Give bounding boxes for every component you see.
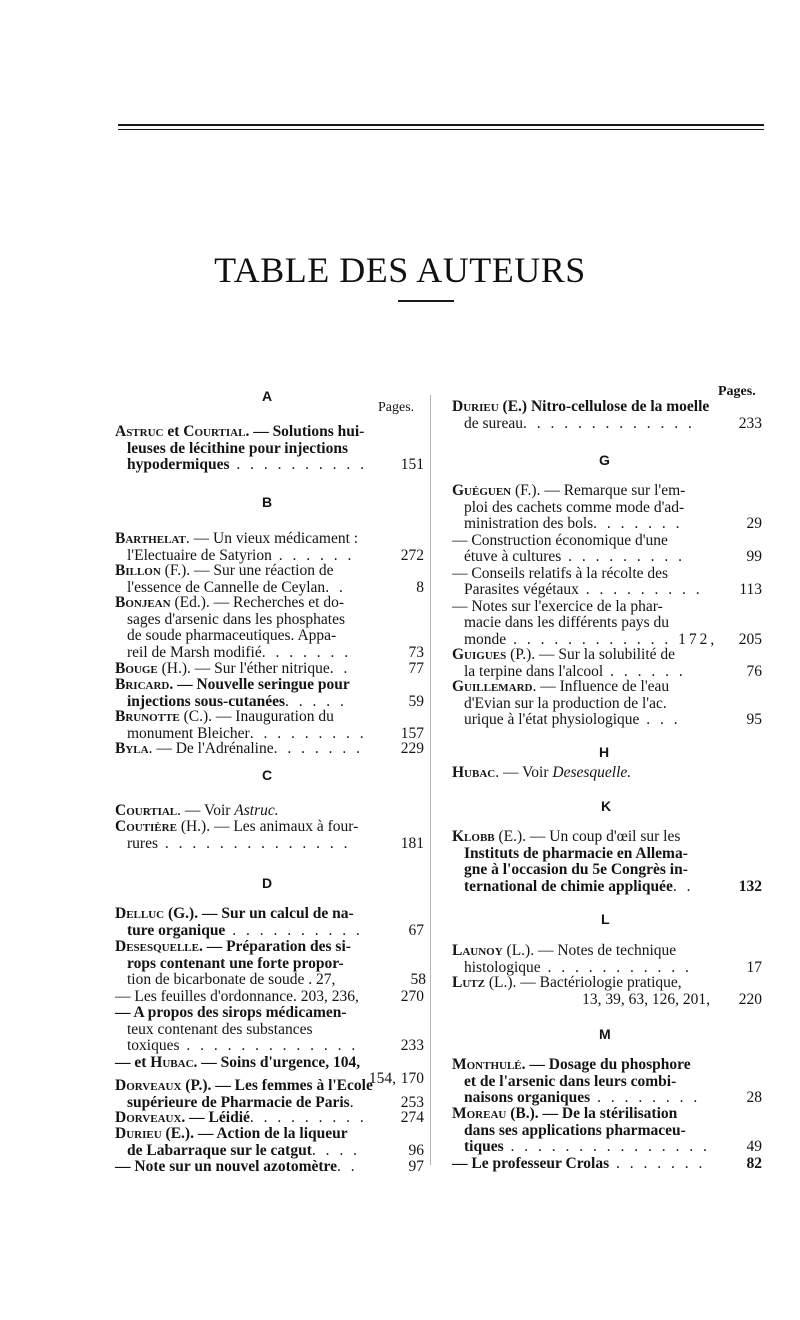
section-letter-k: K: [601, 798, 612, 814]
entry-launoy: Launoy (L.). — Notes de technique histologique . . . . . . . . . . . 17: [452, 942, 762, 976]
entry-bonjean: Bonjean (Ed.). — Recherches et do- sages d'arsenic dans les phosphates de soude pharmaceutiques. Appa- reil de Marsh modifié. . . . . . . 73: [115, 594, 424, 661]
title-underline: [398, 300, 454, 302]
entry-moreau: Moreau (B.). — De la stérilisation dans ses applications pharmaceu- tiques . . . . . . . . . . . . . . . 49 — Le professeur Crolas . . . . . . . 82: [452, 1105, 762, 1172]
page-title: TABLE DES AUTEURS: [214, 250, 586, 291]
entry-barthelat: Barthelat. — Un vieux médicament : l'Electuaire de Satyrion . . . . . . 272: [115, 530, 424, 564]
entry-bricard: Bricard. — Nouvelle seringue pour injections sous-cutanées. . . . . 59: [115, 676, 424, 710]
entry-billon: Billon (F.). — Sur une réaction de l'essence de Cannelle de Ceylan. . 8: [115, 562, 424, 596]
section-letter-g: G: [599, 452, 610, 468]
column-divider: [430, 395, 431, 1165]
entry-klobb: Klobb (E.). — Un coup d'œil sur les Instituts de pharmacie en Allema- gne à l'occasion du 5e Congrès in- ternational de chimie appliquée. . 132: [452, 828, 762, 895]
entry-guigues: Guigues (P.). — Sur la solubilité de la terpine dans l'alcool . . . . . . 76: [452, 646, 762, 680]
top-rule-upper: [118, 124, 764, 126]
section-letter-c: C: [262, 767, 273, 783]
entry-durieu-2: Durieu (E.) Nitro-cellulose de la moelle de sureau. . . . . . . . . . . . . 233: [452, 398, 762, 432]
entry-guillemard: Guillemard. — Influence de l'eau d'Evian sur la production de l'ac. urique à l'état physiologique . . . 95: [452, 678, 762, 728]
section-letter-b: B: [262, 494, 273, 510]
entry-byla: Byla. — De l'Adrénaline. . . . . . . 229: [115, 740, 424, 757]
section-letter-l: L: [601, 911, 610, 927]
entry-desesquelle: Desesquelle. — Préparation des si- rops contenant une forte propor- tion de bicarbonate de soude . 27, 58 — Les feuilles d'ordonnance. 203, 236, 270 — A propos des sirops médicamen- teux contenant des substances toxiques . . . . . . . . . . . . . 233 — et Hubac. — Soins d'urgence, 104, 154, 170: [115, 938, 426, 1087]
entry-lutz: Lutz (L.). — Bactériologie pratique, 13, 39, 63, 126, 201, 220: [452, 974, 762, 1008]
top-rule-lower: [118, 129, 764, 130]
entry-brunotte: Brunotte (C.). — Inauguration du monument Bleicher. . . . . . . . . 157: [115, 708, 424, 742]
entry-bouge: Bouge (H.). — Sur l'éther nitrique. . 77: [115, 660, 424, 677]
pages-label-left: Pages.: [378, 400, 415, 415]
section-letter-a: A: [262, 388, 273, 404]
section-letter-h: H: [599, 744, 610, 760]
pages-label-right: Pages.: [718, 384, 756, 399]
entry-dorveaux-1: Dorveaux (P.). — Les femmes à l'Ecole supérieure de Pharmacie de Paris. 253: [115, 1077, 424, 1111]
entry-gueguen: Guéguen (F.). — Remarque sur l'em- ploi des cachets comme mode d'ad- ministration des bols. . . . . . . 29 — Construction économique d'une étuve à cultures . . . . . . . . . 99 — Conseils relatifs à la récolte des Parasites végétaux . . . . . . . . . 113 — Notes sur l'exercice de la phar- macie dans les différents pays du monde . . . . . . . . . . . . 172, 205: [452, 482, 762, 648]
section-letter-d: D: [262, 875, 273, 891]
section-letter-m: M: [599, 1026, 611, 1042]
entry-delluc: Delluc (G.). — Sur un calcul de na- ture organique . . . . . . . . . . 67: [115, 905, 424, 939]
entry-hubac: Hubac. — Voir Desesquelle.: [452, 764, 632, 781]
entry-courtial: Courtial. — Voir Astruc.: [115, 802, 279, 819]
entry-durieu-1: Durieu (E.). — Action de la liqueur de Labarraque sur le catgut. . . . 96 — Note sur un nouvel azotomètre. . 97: [115, 1125, 424, 1175]
entry-monthule: Monthulé. — Dosage du phosphore et de l'arsenic dans leurs combi- naisons organiques . . . . . . . . 28: [452, 1056, 762, 1106]
entry-astruc: Astruc et Courtial. — Solutions hui- leuses de lécithine pour injections hypodermiques . . . . . . . . . . 151: [115, 423, 424, 473]
entry-dorveaux-2: Dorveaux. — Léidié. . . . . . . . . 274: [115, 1109, 424, 1126]
entry-coutiere: Coutière (H.). — Les animaux à four- rures . . . . . . . . . . . . . . 181: [115, 818, 424, 852]
